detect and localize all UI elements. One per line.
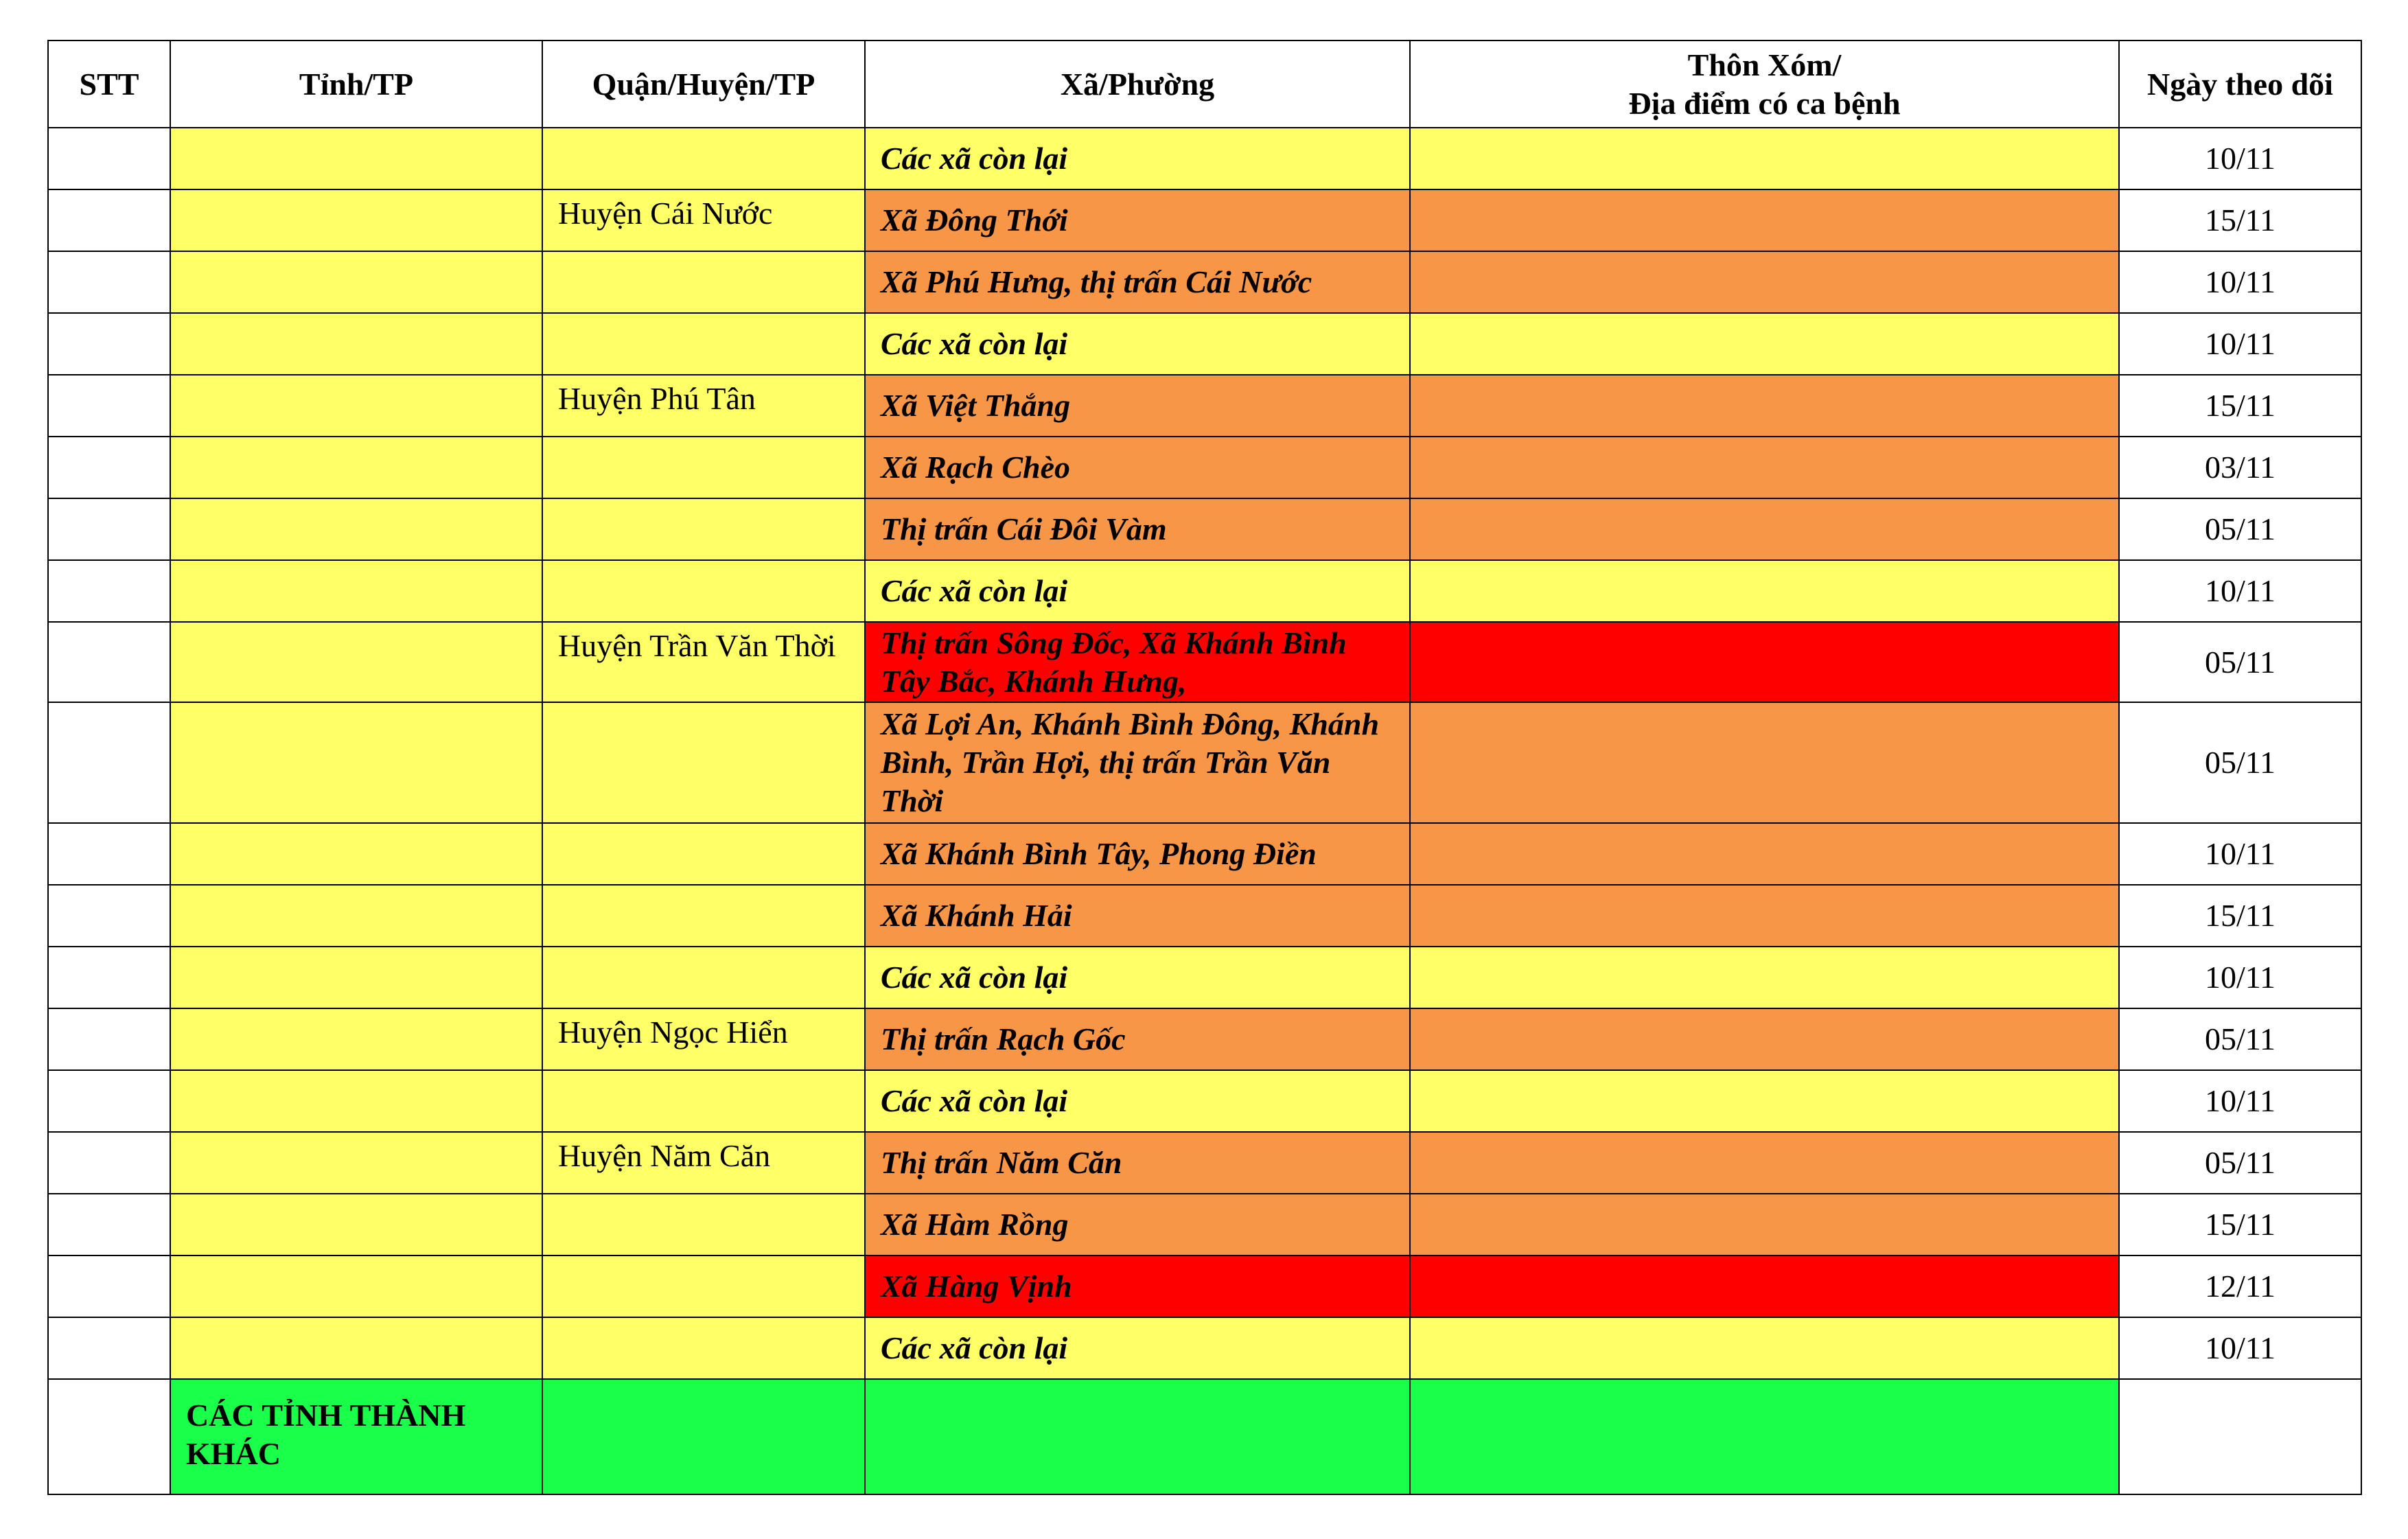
cell-commune: Xã Việt Thắng: [865, 375, 1410, 437]
cell-province: [170, 947, 542, 1008]
cell-hamlet: [1410, 375, 2119, 437]
cell-commune: Xã Lợi An, Khánh Bình Đông, Khánh Bình, Trần Hợi, thị trấn Trần Văn Thời: [865, 702, 1410, 823]
cell-district: [542, 128, 865, 189]
cell-commune: Thị trấn Rạch Gốc: [865, 1008, 1410, 1070]
cell-province: [170, 622, 542, 702]
header-commune: Xã/Phường: [865, 40, 1410, 128]
cell-district: Huyện Ngọc Hiển: [542, 1008, 865, 1070]
cell-date: 03/11: [2119, 437, 2361, 498]
table-row: [48, 128, 2361, 189]
group-row-other-provinces: [48, 1379, 2361, 1494]
cell-hamlet: [1410, 1132, 2119, 1194]
cell-province: [170, 702, 542, 823]
cell-date: 10/11: [2119, 823, 2361, 885]
cell-stt: [48, 313, 170, 375]
table-row: [48, 1317, 2361, 1379]
cell-stt: [48, 1008, 170, 1070]
header-row: [48, 40, 2361, 128]
cell-commune: Xã Phú Hưng, thị trấn Cái Nước: [865, 251, 1410, 313]
cell-hamlet: [1410, 437, 2119, 498]
cell-hamlet: [1410, 189, 2119, 251]
cell-district: [542, 885, 865, 947]
cell-province: [170, 1256, 542, 1317]
table-row: [48, 560, 2361, 622]
cell-commune: Các xã còn lại: [865, 560, 1410, 622]
header-province: Tỉnh/TP: [170, 40, 542, 128]
cell-stt: [48, 823, 170, 885]
cell-district: [542, 437, 865, 498]
cell-date: 10/11: [2119, 947, 2361, 1008]
cell-province: [170, 1194, 542, 1256]
cell-hamlet: [1410, 1256, 2119, 1317]
cell-commune: Xã Khánh Hải: [865, 885, 1410, 947]
cell-district: [542, 498, 865, 560]
cell-province: [170, 560, 542, 622]
cell-stt: [48, 128, 170, 189]
cell-date: 12/11: [2119, 1256, 2361, 1317]
cell-hamlet: [1410, 1070, 2119, 1132]
cell-hamlet: [1410, 622, 2119, 702]
cell-district: [542, 313, 865, 375]
cell-commune: Thị trấn Sông Đốc, Xã Khánh Bình Tây Bắc, Khánh Hưng,: [865, 622, 1410, 702]
cell-date: 15/11: [2119, 375, 2361, 437]
header-hamlet-line2: Địa điểm có ca bệnh: [1628, 85, 1901, 121]
covid-level-table: [47, 40, 2362, 1495]
cell-hamlet: [1410, 1008, 2119, 1070]
cell-province: [170, 437, 542, 498]
table-row: [48, 1008, 2361, 1070]
cell-province: [170, 313, 542, 375]
cell-commune: Các xã còn lại: [865, 947, 1410, 1008]
cell-date: 10/11: [2119, 1070, 2361, 1132]
cell-province: [170, 189, 542, 251]
cell-hamlet: [1410, 251, 2119, 313]
cell-province: [170, 823, 542, 885]
cell-stt: [48, 189, 170, 251]
cell-stt: [48, 702, 170, 823]
cell-hamlet: [1410, 1194, 2119, 1256]
cell-province: [170, 1008, 542, 1070]
cell-stt: [48, 1132, 170, 1194]
cell-date: 15/11: [2119, 885, 2361, 947]
table-row: [48, 885, 2361, 947]
cell-stt: [48, 437, 170, 498]
cell-hamlet: [1410, 702, 2119, 823]
table-row: [48, 1194, 2361, 1256]
cell-date: 10/11: [2119, 1317, 2361, 1379]
cell-province: [170, 1317, 542, 1379]
cell-hamlet: [1410, 560, 2119, 622]
cell-date: 05/11: [2119, 1132, 2361, 1194]
cell-district: [542, 251, 865, 313]
cell-stt: [48, 622, 170, 702]
cell-commune: Xã Khánh Bình Tây, Phong Điền: [865, 823, 1410, 885]
cell-hamlet: [1410, 128, 2119, 189]
table-row: [48, 823, 2361, 885]
cell-hamlet: [1410, 947, 2119, 1008]
cell-date: 10/11: [2119, 128, 2361, 189]
cell-district: [542, 560, 865, 622]
cell-district: [542, 947, 865, 1008]
table-row: [48, 947, 2361, 1008]
cell-province: [170, 375, 542, 437]
cell-province: [170, 1132, 542, 1194]
cell-district: [542, 823, 865, 885]
cell-province: [170, 251, 542, 313]
cell-district: [542, 1256, 865, 1317]
cell-district: [542, 1317, 865, 1379]
table-row: [48, 702, 2361, 823]
cell-district: [542, 702, 865, 823]
cell-commune: Thị trấn Cái Đôi Vàm: [865, 498, 1410, 560]
cell-stt: [48, 1317, 170, 1379]
cell-stt: [48, 1256, 170, 1317]
cell-date: [2119, 1379, 2361, 1494]
cell-stt: [48, 1070, 170, 1132]
table-row: [48, 189, 2361, 251]
cell-date: 10/11: [2119, 251, 2361, 313]
cell-hamlet: [1410, 1379, 2119, 1494]
cell-province: [170, 885, 542, 947]
cell-date: 10/11: [2119, 313, 2361, 375]
cell-hamlet: [1410, 498, 2119, 560]
table-row: [48, 498, 2361, 560]
cell-date: 05/11: [2119, 1008, 2361, 1070]
cell-commune: [865, 1379, 1410, 1494]
cell-hamlet: [1410, 885, 2119, 947]
cell-stt: [48, 1194, 170, 1256]
cell-commune: Xã Rạch Chèo: [865, 437, 1410, 498]
cell-province: [170, 1070, 542, 1132]
cell-commune: Thị trấn Năm Căn: [865, 1132, 1410, 1194]
cell-province: [170, 128, 542, 189]
table-row: [48, 375, 2361, 437]
header-hamlet: [1410, 40, 2119, 128]
cell-commune: Các xã còn lại: [865, 1070, 1410, 1132]
cell-commune: Xã Hàng Vịnh: [865, 1256, 1410, 1317]
cell-commune: Các xã còn lại: [865, 128, 1410, 189]
cell-date: 05/11: [2119, 622, 2361, 702]
cell-district: [542, 1194, 865, 1256]
cell-district: Huyện Trần Văn Thời: [542, 622, 865, 702]
header-hamlet-line1: Thôn Xóm/: [1687, 47, 1842, 82]
cell-commune: Các xã còn lại: [865, 1317, 1410, 1379]
cell-commune: Xã Hàm Rồng: [865, 1194, 1410, 1256]
cell-stt: [48, 560, 170, 622]
cell-date: 15/11: [2119, 189, 2361, 251]
cell-district: Huyện Cái Nước: [542, 189, 865, 251]
table-row: [48, 1256, 2361, 1317]
cell-date: 05/11: [2119, 702, 2361, 823]
table-row: [48, 1132, 2361, 1194]
cell-district: [542, 1070, 865, 1132]
table-row: [48, 251, 2361, 313]
cell-date: 15/11: [2119, 1194, 2361, 1256]
cell-district: Huyện Năm Căn: [542, 1132, 865, 1194]
cell-district: [542, 1379, 865, 1494]
table-row: [48, 313, 2361, 375]
table-body: [48, 128, 2361, 1494]
cell-district: Huyện Phú Tân: [542, 375, 865, 437]
cell-commune: Xã Đông Thới: [865, 189, 1410, 251]
cell-stt: [48, 947, 170, 1008]
cell-date: 05/11: [2119, 498, 2361, 560]
cell-group-label: CÁC TỈNH THÀNH KHÁC: [170, 1379, 542, 1494]
cell-hamlet: [1410, 1317, 2119, 1379]
cell-stt: [48, 251, 170, 313]
cell-hamlet: [1410, 823, 2119, 885]
table-row: [48, 437, 2361, 498]
cell-stt: [48, 1379, 170, 1494]
cell-stt: [48, 375, 170, 437]
cell-hamlet: [1410, 313, 2119, 375]
cell-commune: Các xã còn lại: [865, 313, 1410, 375]
cell-province: [170, 498, 542, 560]
cell-stt: [48, 885, 170, 947]
header-district: Quận/Huyện/TP: [542, 40, 865, 128]
header-date: Ngày theo dõi: [2119, 40, 2361, 128]
cell-date: 10/11: [2119, 560, 2361, 622]
cell-stt: [48, 498, 170, 560]
header-stt: STT: [48, 40, 170, 128]
table-row: [48, 1070, 2361, 1132]
table-row: [48, 622, 2361, 702]
